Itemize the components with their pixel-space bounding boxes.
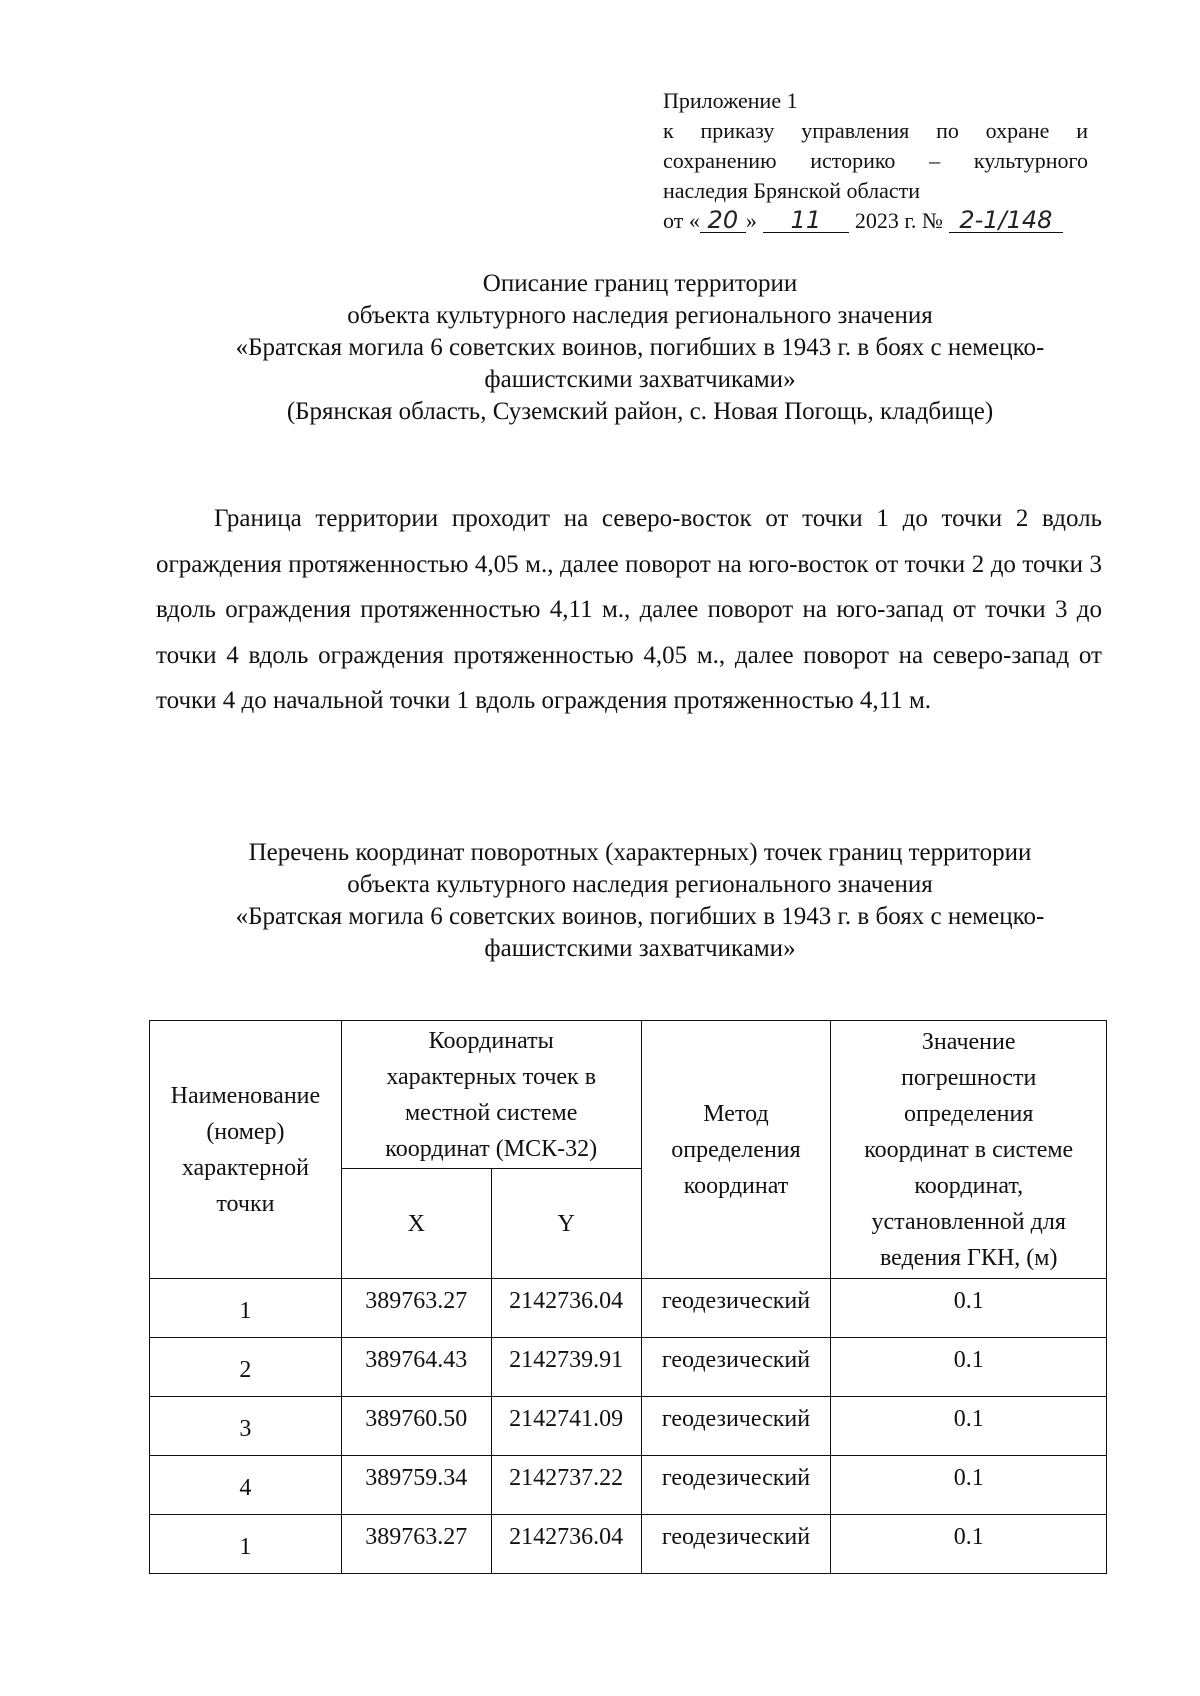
cell-method: геодезический xyxy=(641,1456,831,1515)
cell-y: 2142741.09 xyxy=(491,1397,641,1456)
cell-error: 0.1 xyxy=(831,1515,1107,1574)
date-day-handwritten: 20 xyxy=(700,208,746,233)
date-quote-close: » xyxy=(745,208,757,233)
cell-x: 389763.27 xyxy=(341,1515,491,1574)
header-x: X xyxy=(341,1169,491,1279)
title2-line: фашистскими захватчиками» xyxy=(484,935,796,962)
boundary-description-title xyxy=(150,268,1130,428)
cell-x: 389760.50 xyxy=(341,1397,491,1456)
title1-line: фашистскими захватчиками» xyxy=(484,366,796,393)
cell-x: 389764.43 xyxy=(341,1338,491,1397)
cell-x: 389759.34 xyxy=(341,1456,491,1515)
cell-error: 0.1 xyxy=(831,1338,1107,1397)
order-number-handwritten: 2-1/148 xyxy=(949,208,1063,233)
cell-x: 389763.27 xyxy=(341,1279,491,1338)
header-coordinates: Координаты характерных точек в местной системе координат (МСК-32) xyxy=(341,1021,641,1169)
cell-error: 0.1 xyxy=(831,1279,1107,1338)
cell-error: 0.1 xyxy=(831,1397,1107,1456)
boundary-description-text: Граница территории проходит на северо-восток от точки 1 до точки 2 вдоль ограждения протяженностью 4,05 м., далее поворот на юго-восток от точки 2 до точки 3 вдоль ограждения протяженностью 4,11 м., далее поворот на юго-запад от точки 3 до точки 4 вдоль ограждения протяженностью 4,05 м., далее поворот на северо-запад от точки 4 до начальной точки 1 вдоль ограждения протяженностью 4,11 м. xyxy=(156,505,1102,715)
cell-point: 3 xyxy=(150,1397,342,1456)
header-error-value: Значение погрешности определения координат в системе координат, установленной для ведения ГКН, (м) xyxy=(831,1021,1107,1279)
title1-address: (Брянская область, Суземский район, с. Новая Погощь, кладбище) xyxy=(286,398,994,425)
header-method: Метод определения координат xyxy=(641,1021,831,1279)
title2-line: «Братская могила 6 советских воинов, погибших в 1943 г. в боях с немецко- xyxy=(235,903,1045,930)
date-prefix: от « xyxy=(663,208,700,233)
cell-y: 2142737.22 xyxy=(491,1456,641,1515)
header-y: Y xyxy=(491,1169,641,1279)
appendix-title: Приложение 1 xyxy=(663,88,798,113)
cell-method: геодезический xyxy=(641,1279,831,1338)
cell-point: 1 xyxy=(150,1515,342,1574)
title1-line: объекта культурного наследия регионального значения xyxy=(347,302,933,329)
appendix-region-line: наследия Брянской области xyxy=(663,178,921,203)
table-row xyxy=(150,1279,1107,1338)
table-row xyxy=(150,1397,1107,1456)
appendix-date-line xyxy=(663,206,1088,236)
table-row xyxy=(150,1515,1107,1574)
cell-error: 0.1 xyxy=(831,1456,1107,1515)
cell-method: геодезический xyxy=(641,1397,831,1456)
date-year-label: 2023 г. № xyxy=(854,208,943,233)
cell-y: 2142739.91 xyxy=(491,1338,641,1397)
cell-y: 2142736.04 xyxy=(491,1279,641,1338)
header-point-name: Наименование (номер) характерной точки xyxy=(150,1021,342,1279)
appendix-department-line: сохранению историко – культурного xyxy=(663,148,1088,173)
title2-line: объекта культурного наследия регионального значения xyxy=(347,871,933,898)
table-row xyxy=(150,1338,1107,1397)
date-month-handwritten: 11 xyxy=(763,208,849,233)
table-row xyxy=(150,1456,1107,1515)
cell-point: 2 xyxy=(150,1338,342,1397)
title1-line: «Братская могила 6 советских воинов, погибших в 1943 г. в боях с немецко- xyxy=(235,334,1045,361)
coordinates-table xyxy=(149,1020,1107,1574)
cell-method: геодезический xyxy=(641,1515,831,1574)
cell-point: 1 xyxy=(150,1279,342,1338)
appendix-header xyxy=(663,86,1088,236)
cell-point: 4 xyxy=(150,1456,342,1515)
cell-y: 2142736.04 xyxy=(491,1515,641,1574)
appendix-order-line: к приказу управления по охране и xyxy=(663,118,1088,143)
cell-method: геодезический xyxy=(641,1338,831,1397)
title1-line: Описание границ территории xyxy=(482,270,798,297)
coordinates-list-title xyxy=(150,837,1130,965)
title2-line: Перечень координат поворотных (характерных) точек границ территории xyxy=(248,839,1032,866)
